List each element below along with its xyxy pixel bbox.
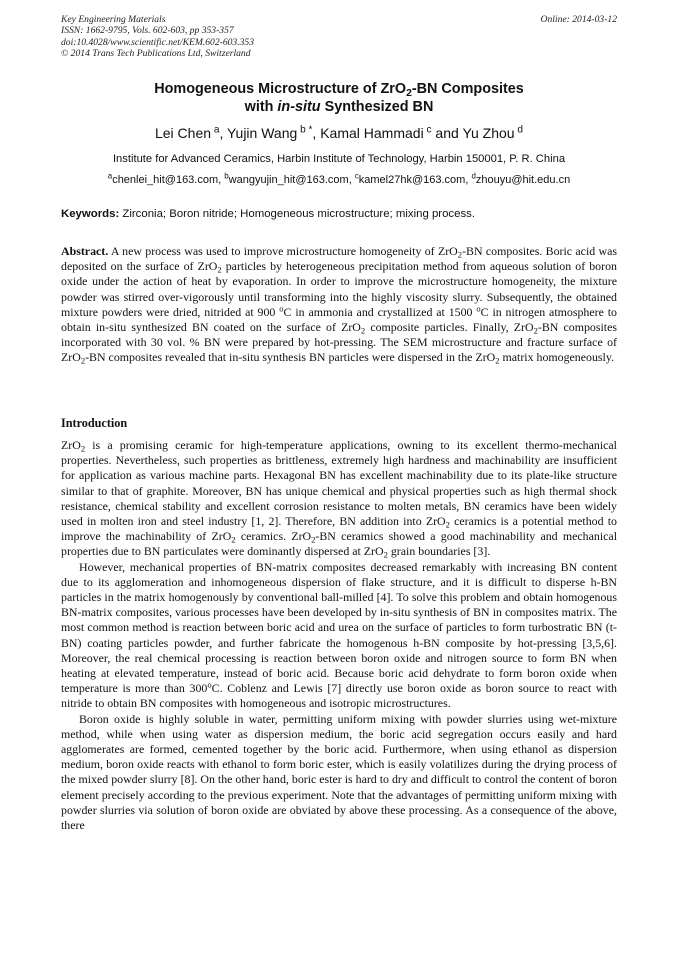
author-mark: b * <box>300 124 313 136</box>
email-sep: , <box>465 174 472 186</box>
email-mark: a <box>107 171 113 181</box>
author-list <box>61 124 617 142</box>
keywords <box>61 207 617 221</box>
author-mark: a <box>213 124 220 136</box>
author-name: Kamal Hammadi <box>320 125 424 141</box>
email-address[interactable]: wangyujin_hit@163.com <box>228 174 349 186</box>
author-name: Lei Chen <box>154 125 212 141</box>
title-line-2 <box>61 98 617 116</box>
affiliation: Institute for Advanced Ceramics, Harbin Institute of Technology, Harbin 150001, P. R. China <box>112 153 566 165</box>
title-line-1 <box>61 80 617 98</box>
abstract-paragraph: Abstract. A new process was used to improve microstructure homogeneity of ZrO$_2$-BN composites. Boric acid was deposited on the surface of ZrO$_2$ particles by heterogeneous precipitation method from aqueous solution of boron oxide under the action of heat by evaporation. In order to improve the microstructure homogeneity, the mixture powder was stirred over-vigorously until transforming into the highly viscosity slurry. Subsequently, the obtained mixture powders were dried, nitrided at 900 $^o$C in ammonia and crystallized at 1500 $^o$C in nitrogen atmosphere to obtain in-situ synthesized BN coated on the surface of ZrO$_2$ composite particles. Finally, ZrO$_2$-BN composites incorporated with 30 vol. % BN were prepared by hot-pressing. The SEM microstructure and fracture surface of ZrO$_2$-BN composites revealed that in-situ synthesis BN particles were dispersed in the ZrO$_2$ matrix homogeneously. <box>61 244 618 366</box>
author-name: Yu Zhou <box>462 125 515 141</box>
author <box>227 125 320 141</box>
title-subscript: 2 <box>406 88 412 100</box>
author <box>320 125 462 141</box>
author-sep: and <box>431 125 463 141</box>
issn-line: ISSN: 1662-9795, Vols. 602-603, pp 353-357 <box>61 25 234 37</box>
paragraph-1: ZrO$_2$ is a promising ceramic for high-temperature applications, owning to its excellent thermo-mechanical properties. Nevertheless, such properties as brittleness, extremely high hardness and machinability are insufficient for application as various machine parts. Hexagonal BN has excellent machinability due to its plate-like structure similar to that of graphite. Moreover, BN has unique chemical and physical properties such as high thermal shock resistance, chemical stability and excellent corrosion resistance to molten metals, BN ceramics have been widely used in molten iron and steel industry [1, 2]. Therefore, BN addition into ZrO$_2$ ceramics is a potential method to improve the machinability of ZrO$_2$ ceramics. ZrO$_2$-BN ceramics showed a good machinability and mechanical properties due to BN particulates were dominantly dispersed at ZrO$_2$ grain boundaries [3]. <box>61 438 618 560</box>
title-text: -BN Composites <box>411 81 524 97</box>
email-sep: , <box>348 174 355 186</box>
section-heading: Introduction <box>61 416 128 430</box>
author-name: Yujin Wang <box>226 125 298 141</box>
keywords-text: Zirconia; Boron nitride; Homogeneous microstructure; mixing process. <box>119 208 476 220</box>
online-date: Online: 2014-03-12 <box>540 14 617 25</box>
copyright-line: © 2014 Trans Tech Publications Ltd, Switzerland <box>61 48 251 60</box>
paragraph-2: However, mechanical properties of BN-matrix composites decreased remarkably with increasing BN content due to its agglomeration and inhomogeneous dispersion of flake structure, and it is difficult to disperse h-BN particles in the matrix homogenously by conventional ball-milled [4]. To solve this problem and obtain homogenous BN-matrix composites, various processes have been developed by in-situ synthesis of BN in composites matrix. The most common method is reaction between boric acid and urea on the surface of particles to form turbostratic BN (t-BN) coating particles powder, and further fabricate the homogenous h-BN composite by hot-pressing [3,5,6]. Moreover, the real chemical processing is reaction between boron oxide and nitrogen source to form BN when heating at elevated temperature, instead of boric acid. Because boric acid dehydrate to form boron oxide when temperature is more than 300$^o$C. Coblenz and Lewis [7] directly use boron oxide as boron source to react with nitride to obtain BN composites with homogeneous and isotropic microstructures. <box>61 559 617 711</box>
author <box>462 125 523 141</box>
email-mark: b <box>224 171 229 181</box>
paragraph-3: Boron oxide is highly soluble in water, permitting uniform mixing with powder slurries using wet-mixture method, while when using water as dispersion medium, the boric acid segregation occurs easily and hard agglomerates are formed, cemented together by the boric acid. Furthermore, when using ethanol as dispersion medium, boron oxide reacts with ethanol to form boric ester, which is easily volatilizes during the drying process of the mixed powder slurry [8]. On the other hand, boric ester is hard to dry and difficult to control the content of boron element precisely according to the previous experiment. Note that the advantages of permitting uniform mixing with powder slurries via solution of boron oxide are obviated by above these processing. As a consequence of the above, there <box>61 711 617 833</box>
email-address[interactable]: chenlei_hit@163.com <box>112 174 219 186</box>
title-italic: in-situ <box>277 99 321 115</box>
introduction-body <box>61 438 617 833</box>
email-address[interactable]: zhouyu@hit.edu.cn <box>475 174 571 186</box>
author-mark: c <box>426 124 432 136</box>
email-address[interactable]: kamel27hk@163.com <box>358 174 466 186</box>
email-sep: , <box>218 174 225 186</box>
author-sep: , <box>312 125 321 141</box>
email-list <box>61 173 617 187</box>
author <box>155 125 227 141</box>
author-mark: d <box>517 124 524 136</box>
keywords-label: Keywords: <box>61 208 120 220</box>
abstract-label: Abstract. <box>61 244 109 258</box>
journal-header <box>61 14 617 60</box>
email-mark: c <box>354 171 359 181</box>
title-text: Synthesized BN <box>320 99 434 115</box>
author-sep: , <box>219 125 227 141</box>
title-text: with <box>244 99 278 115</box>
title-text: Homogeneous Microstructure of ZrO <box>154 81 407 97</box>
email-mark: d <box>471 171 476 181</box>
paper-title <box>61 80 617 116</box>
abstract <box>61 244 617 366</box>
journal-name: Key Engineering Materials <box>61 14 166 25</box>
doi-line: doi:10.4028/www.scientific.net/KEM.602-603.353 <box>61 36 255 48</box>
